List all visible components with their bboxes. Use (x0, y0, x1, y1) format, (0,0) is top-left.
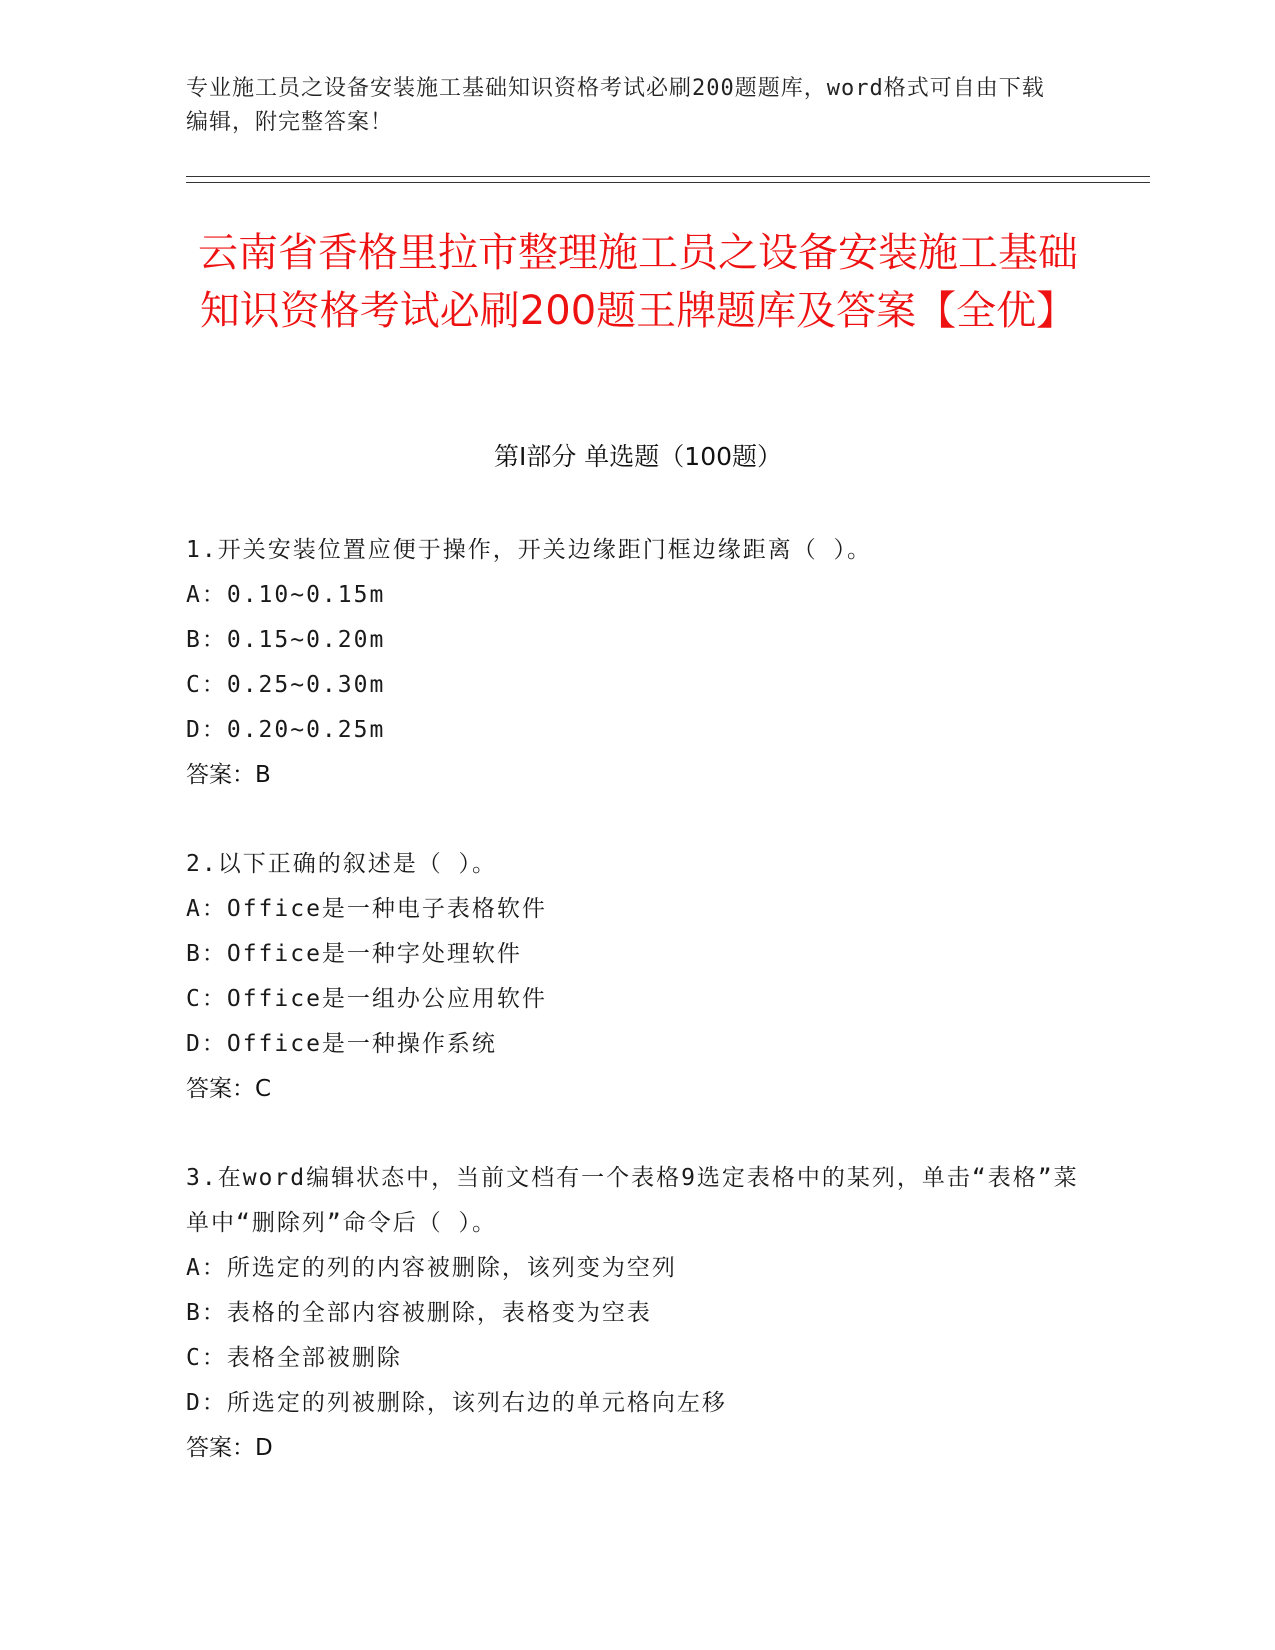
answer: 答案：D (186, 1435, 273, 1461)
option-b: B：Office是一种字处理软件 (186, 941, 522, 967)
option-c: C：表格全部被删除 (186, 1345, 402, 1371)
option-a: A：0.10~0.15m (186, 582, 386, 608)
question-3 (186, 1156, 1086, 1471)
question-list (186, 528, 1086, 1515)
option-a: A：Office是一种电子表格软件 (186, 896, 547, 922)
option-b: B：0.15~0.20m (186, 627, 386, 653)
answer: 答案：B (186, 762, 271, 788)
header-rule-bottom (186, 182, 1150, 183)
header-rule-top (186, 176, 1150, 177)
option-c: C：Office是一组办公应用软件 (186, 986, 547, 1012)
question-2 (186, 842, 1086, 1112)
section-title: 第Ⅰ部分 单选题（100题） (493, 442, 783, 471)
header-note: 专业施工员之设备安装施工基础知识资格考试必刷200题题库，word格式可自由下载编辑，附完整答案！ (186, 76, 1045, 135)
option-a: A：所选定的列的内容被删除，该列变为空列 (186, 1255, 677, 1281)
option-d: D：Office是一种操作系统 (186, 1031, 497, 1057)
question-1 (186, 528, 1086, 798)
answer: 答案：C (186, 1076, 272, 1102)
question-stem: 2.以下正确的叙述是（ ）。 (186, 851, 498, 877)
question-stem: 3.在word编辑状态中，当前文档有一个表格9选定表格中的某列，单击“表格”菜单中“删除列”命令后（ ）。 (186, 1165, 1079, 1236)
option-c: C：0.25~0.30m (186, 672, 386, 698)
option-b: B：表格的全部内容被删除，表格变为空表 (186, 1300, 652, 1326)
document-title: 云南省香格里拉市整理施工员之设备安装施工基础知识资格考试必刷200题王牌题库及答案【全优】 (198, 230, 1078, 334)
option-d: D：0.20~0.25m (186, 717, 386, 743)
question-stem: 1.开关安装位置应便于操作，开关边缘距门框边缘距离（ ）。 (186, 537, 873, 563)
option-d: D：所选定的列被删除，该列右边的单元格向左移 (186, 1390, 727, 1416)
